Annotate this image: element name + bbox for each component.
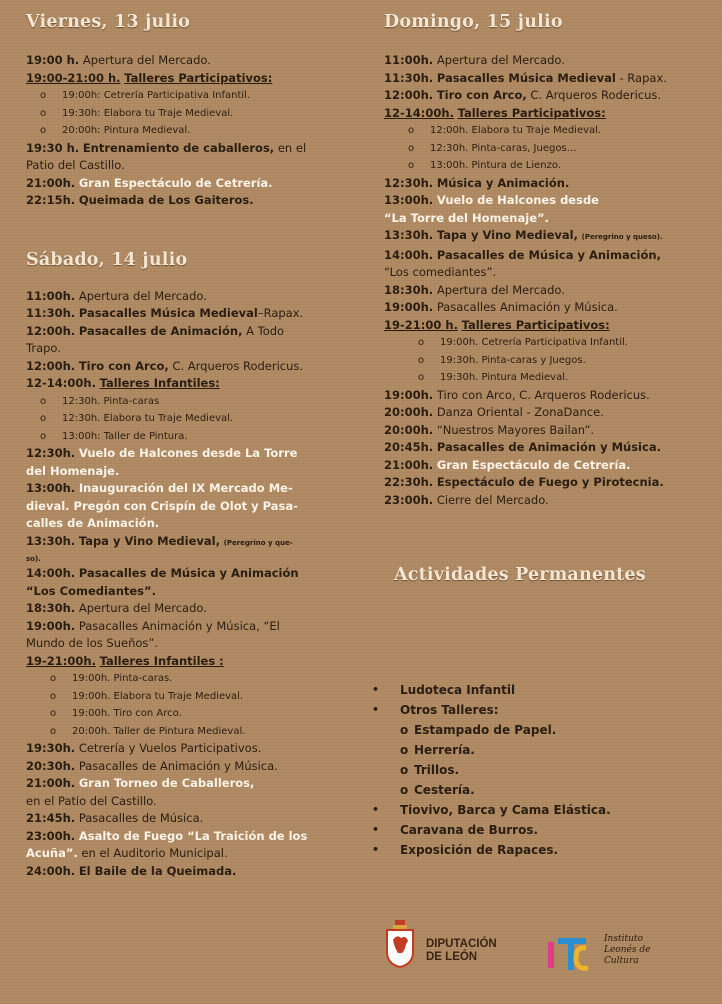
- ilc-logo-icon: [546, 934, 592, 974]
- sponsor-logos: [384, 914, 684, 984]
- schedule-entry: 23:00h. Asalto de Fuego “La Traición de los: [26, 828, 308, 843]
- list-subitem: o Cestería.: [372, 780, 692, 800]
- schedule-entry: 19:00h. Pasacalles Animación y Música, “El: [26, 618, 280, 633]
- workshop-item: o 19:00h. Cetrería Participativa Infantil.: [384, 334, 710, 352]
- viernes-schedule: [26, 52, 358, 210]
- workshop-item: o 19:00h. Pinta-caras.: [26, 670, 358, 688]
- left-column: [26, 0, 358, 880]
- schedule-line: “Los comediantes”.: [384, 265, 497, 279]
- schedule-entry: 20:45h. Pasacalles de Animación y Música.: [384, 440, 661, 454]
- workshop-item: o 12:30h. Elabora tu Traje Medieval.: [26, 410, 358, 428]
- list-item: • Otros Talleres:: [372, 700, 692, 720]
- workshop-item: o 13:00h: Taller de Pintura.: [26, 428, 358, 446]
- ilc-name: Instituto Leonés de Cultura: [604, 934, 651, 966]
- schedule-line: so).: [26, 555, 41, 563]
- schedule-entry: 21:00h. Gran Torneo de Caballeros,: [26, 776, 255, 790]
- workshop-item: o 12:30h. Pinta-caras, Juegos…: [384, 140, 710, 158]
- schedule-entry: 19:00h. Tiro con Arco, C. Arqueros Rodericus.: [384, 387, 650, 402]
- schedule-entry: 11:00h. Apertura del Mercado.: [384, 53, 565, 67]
- schedule-entry: 19-21:00h. Talleres Infantiles :: [26, 653, 224, 668]
- schedule-entry: 12:00h. Tiro con Arco, C. Arqueros Rodericus.: [384, 88, 662, 102]
- schedule-entry: 19:00h. Pasacalles Animación y Música.: [384, 300, 618, 314]
- schedule-line: Patio del Castillo.: [26, 158, 125, 172]
- list-subitem: o Trillos.: [372, 760, 692, 780]
- diputacion-name: DIPUTACIÓN DE LEÓN: [426, 938, 497, 963]
- schedule-entry: 14:00h. Pasacalles de Música y Animación: [26, 566, 299, 580]
- sabado-header: Sábado, 14 julio: [26, 249, 188, 270]
- schedule-entry: 12:00h. Pasacalles de Animación, A Todo: [26, 323, 285, 338]
- permanent-activities-list: [372, 680, 692, 860]
- domingo-header: Domingo, 15 julio: [384, 12, 563, 32]
- schedule-line: Acuña”. en el Auditorio Municipal.: [26, 846, 228, 860]
- schedule-line: “Los Comediantes”.: [26, 583, 156, 598]
- workshop-item: o 20:00h. Taller de Pintura Medieval.: [26, 723, 358, 741]
- list-subitem: o Estampado de Papel.: [372, 720, 692, 740]
- permanentes-header: Actividades Permanentes: [394, 565, 646, 585]
- schedule-line: Trapo.: [26, 341, 61, 355]
- svg-text:ILC: ILC: [569, 960, 571, 961]
- sabado-schedule: [26, 288, 358, 881]
- workshop-item: o 12:00h. Elabora tu Traje Medieval.: [384, 122, 710, 140]
- workshop-item: o 19:00h. Tiro con Arco.: [26, 705, 358, 723]
- schedule-line: “La Torre del Homenaje”.: [384, 210, 549, 225]
- schedule-entry: 13:30h. Tapa y Vino Medieval, (Peregrino y queso).: [384, 228, 663, 242]
- schedule-entry: 18:30h. Apertura del Mercado.: [26, 601, 207, 615]
- list-item: • Exposición de Rapaces.: [372, 840, 692, 860]
- schedule-entry: 14:00h. Pasacalles de Música y Animación,: [384, 247, 661, 262]
- workshop-item: o 19:00h. Elabora tu Traje Medieval.: [26, 688, 358, 706]
- schedule-line: en el Patio del Castillo.: [26, 793, 157, 808]
- schedule-entry: 12-14:00h. Talleres Participativos:: [384, 105, 606, 120]
- schedule-entry: 21:00h. Gran Espectáculo de Cetrería.: [384, 457, 631, 472]
- workshop-item: o 19:00h: Cetrería Participativa Infantil.: [26, 87, 358, 105]
- domingo-schedule: [384, 52, 710, 509]
- list-item: • Caravana de Burros.: [372, 820, 692, 840]
- schedule-entry: 12:30h. Vuelo de Halcones desde La Torre: [26, 446, 298, 460]
- schedule-line: del Homenaje.: [26, 463, 120, 478]
- schedule-line: dieval. Pregón con Crispín de Olot y Pasa-: [26, 498, 298, 513]
- list-item: • Ludoteca Infantil: [372, 680, 692, 700]
- schedule-entry: 11:00h. Apertura del Mercado.: [26, 288, 207, 303]
- schedule-entry: 12-14:00h. Talleres Infantiles:: [26, 376, 220, 390]
- schedule-entry: 11:30h. Pasacalles Música Medieval–Rapax.: [26, 306, 304, 320]
- schedule-entry: 13:30h. Tapa y Vino Medieval, (Peregrino y que-: [26, 533, 293, 548]
- workshop-item: o 19:30h. Pinta-caras y Juegos.: [384, 352, 710, 370]
- schedule-entry: 19:30h. Cetrería y Vuelos Participativos.: [26, 741, 262, 755]
- schedule-entry: 19:30 h. Entrenamiento de caballeros, en el: [26, 140, 307, 155]
- schedule-entry: 22:15h. Queimada de Los Gaiteros.: [26, 193, 254, 207]
- schedule-entry: 24:00h. El Baile de la Queimada.: [26, 863, 237, 878]
- list-subitem: o Herrería.: [372, 740, 692, 760]
- workshop-item: o 12:30h. Pinta-caras: [26, 393, 358, 411]
- schedule-entry: 20:30h. Pasacalles de Animación y Música.: [26, 758, 278, 773]
- schedule-entry: 19-21:00 h. Talleres Participativos:: [384, 317, 610, 332]
- schedule-entry: 11:30h. Pasacalles Música Medieval - Rapax.: [384, 70, 667, 85]
- schedule-entry: 23:00h. Cierre del Mercado.: [384, 492, 549, 507]
- schedule-entry: 13:00h. Vuelo de Halcones desde: [384, 193, 599, 207]
- workshop-item: o 20:00h: Pintura Medieval.: [26, 122, 358, 140]
- schedule-entry: 21:45h. Pasacalles de Música.: [26, 811, 204, 825]
- schedule-entry: 22:30h. Espectáculo de Fuego y Pirotecnia.: [384, 475, 664, 489]
- schedule-entry: 21:00h. Gran Espectáculo de Cetrería.: [26, 175, 273, 190]
- viernes-header: Viernes, 13 julio: [26, 12, 191, 32]
- workshop-item: o 13:00h. Pintura de Lienzo.: [384, 157, 710, 175]
- right-column: [384, 0, 710, 587]
- schedule-entry: 18:30h. Apertura del Mercado.: [384, 282, 565, 297]
- list-item: • Tiovivo, Barca y Cama Elástica.: [372, 800, 692, 820]
- schedule-entry: 20:00h. Danza Oriental - ZonaDance.: [384, 405, 604, 419]
- workshop-item: o 19:30h: Elabora tu Traje Medieval.: [26, 105, 358, 123]
- workshop-item: o 19:30h. Pintura Medieval.: [384, 369, 710, 387]
- schedule-entry: 12:30h. Música y Animación.: [384, 175, 570, 190]
- schedule-entry: 12:00h. Tiro con Arco, C. Arqueros Rodericus.: [26, 358, 304, 373]
- schedule-entry: 20:00h. “Nuestros Mayores Bailan”.: [384, 422, 595, 437]
- schedule-line: Mundo de los Sueños”.: [26, 636, 158, 650]
- schedule-entry: 13:00h. Inauguración del IX Mercado Me-: [26, 481, 293, 495]
- diputacion-shield-icon: [384, 920, 416, 968]
- schedule-entry: 19:00 h. Apertura del Mercado.: [26, 53, 211, 67]
- schedule-line: calles de Animación.: [26, 516, 160, 530]
- schedule-entry: 19:00-21:00 h. Talleres Participativos:: [26, 70, 273, 85]
